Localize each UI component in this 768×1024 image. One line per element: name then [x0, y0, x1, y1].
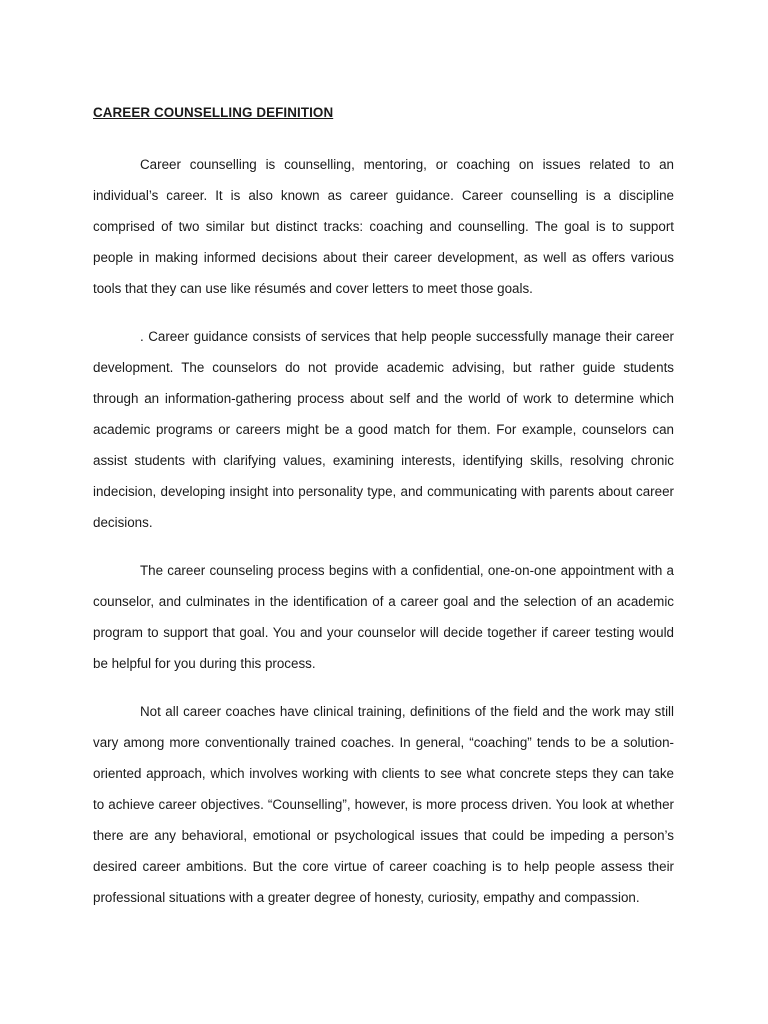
- paragraph-counseling-process: The career counseling process begins with a confidential, one-on-one appointment with a counselor, and culminates in the identification of a career goal and the selection of an academic program to support that goal. You and your counselor will decide together if career testing would be helpful for you during this process.: [93, 563, 674, 671]
- paragraph-coaching-vs-counselling: Not all career coaches have clinical training, definitions of the field and the work may still vary among more conventionally trained coaches. In general, “coaching” tends to be a solution-oriented approach, which involves working with clients to see what concrete steps they can take to achieve career objectives. “Counselling”, however, is more process driven. You look at whether there are any behavioral, emotional or psychological issues that could be impeding a person’s desired career ambitions. But the core virtue of career coaching is to help people assess their professional situations with a greater degree of honesty, curiosity, empathy and compassion.: [93, 704, 674, 905]
- document-body: [93, 103, 674, 913]
- paragraph-career-guidance: . Career guidance consists of services that help people successfully manage their career development. The counselors do not provide academic advising, but rather guide students through an information-gathering process about self and the world of work to determine which academic programs or careers might be a good match for them. For example, counselors can assist students with clarifying values, examining interests, identifying skills, resolving chronic indecision, developing insight into personality type, and communicating with parents about career decisions.: [93, 329, 674, 530]
- paragraph-definition: Career counselling is counselling, mentoring, or coaching on issues related to an individual’s career. It is also known as career guidance. Career counselling is a discipline comprised of two similar but distinct tracks: coaching and counselling. The goal is to support people in making informed decisions about their career development, as well as offers various tools that they can use like résumés and cover letters to meet those goals.: [93, 157, 674, 296]
- document-title: CAREER COUNSELLING DEFINITION: [93, 105, 334, 120]
